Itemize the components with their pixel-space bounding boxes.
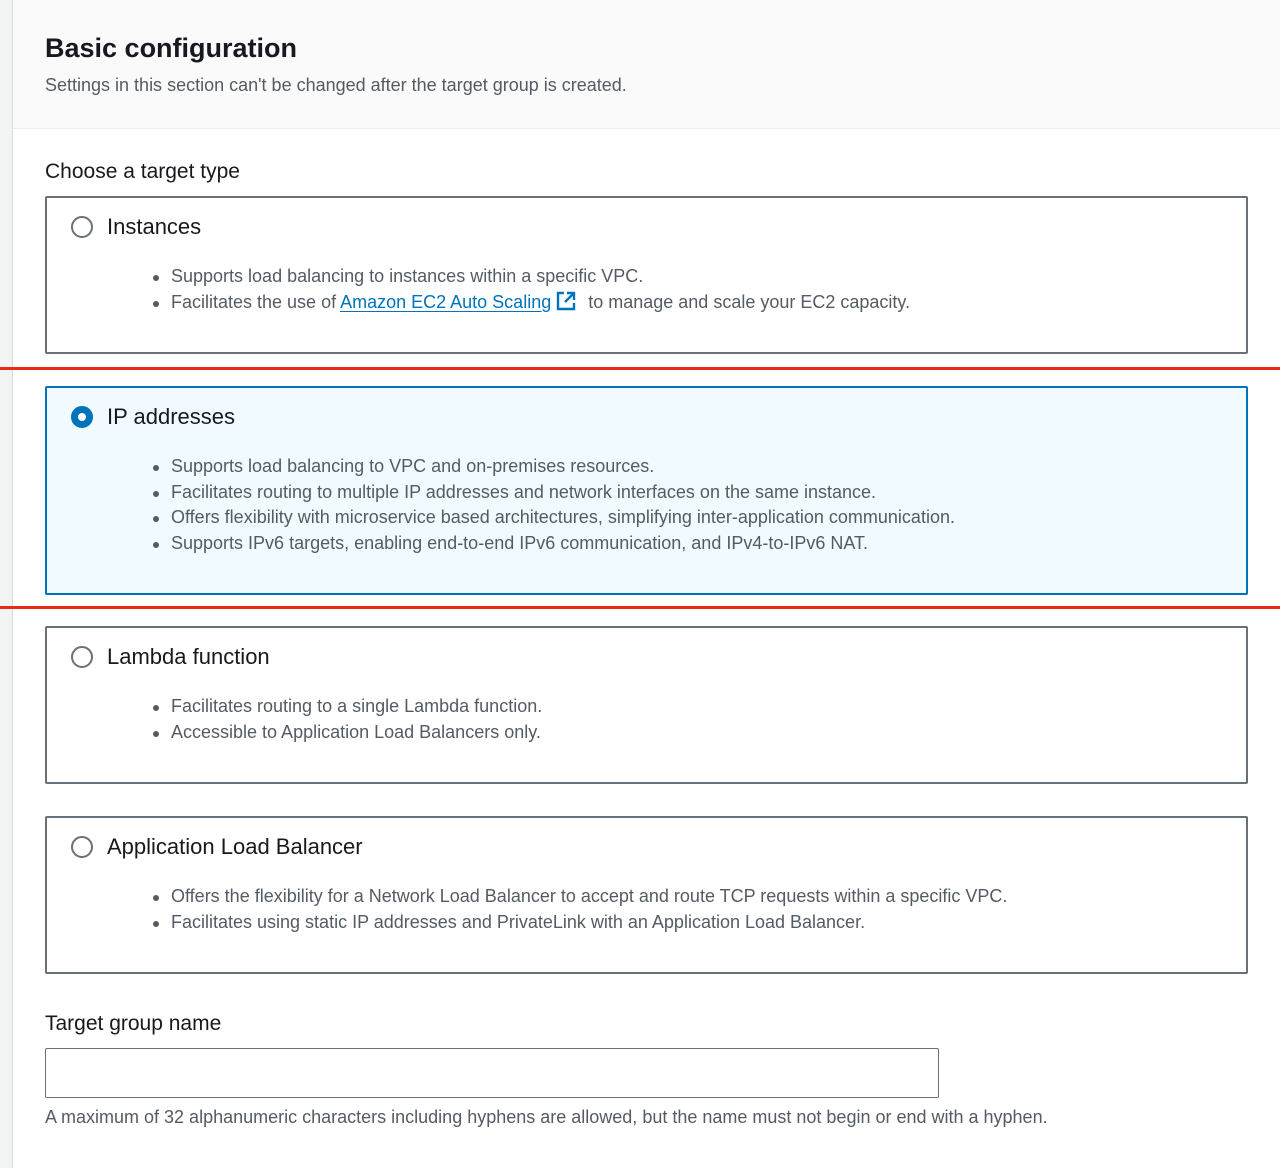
bullet-text: to manage and scale your EC2 capacity. — [583, 291, 911, 312]
option-bullets — [151, 694, 542, 745]
link-text: Amazon EC2 Auto Scaling — [340, 291, 552, 312]
option-title: Instances — [107, 214, 202, 239]
bullet-text: Supports load balancing to VPC and on-premises resources. — [171, 456, 655, 476]
target-type-option-lambda-function[interactable] — [45, 626, 1248, 784]
bullet-text: Supports load balancing to instances within a specific VPC. — [171, 266, 644, 286]
bullet-text: Accessible to Application Load Balancers only. — [171, 721, 541, 742]
target-group-name-label: Target group name — [45, 1012, 222, 1035]
ec2-auto-scaling-link[interactable] — [340, 292, 583, 312]
external-link-icon — [555, 290, 577, 312]
target-group-name-constraint: A maximum of 32 alphanumeric characters including hyphens are allowed, but the name must not begin or end with a hyphen. — [45, 1107, 1048, 1127]
option-title: IP addresses — [107, 404, 236, 429]
option-bullets — [151, 264, 910, 315]
bullet-dot-icon — [153, 491, 159, 497]
bullet-dot-icon — [153, 465, 159, 471]
bullet-item — [151, 264, 910, 290]
bullet-item — [151, 505, 955, 531]
bullet-item — [151, 910, 1007, 936]
bullet-text: Offers the flexibility for a Network Load Balancer to accept and route TCP requests within a specific VPC. — [171, 886, 1008, 906]
radio-instances[interactable] — [71, 216, 93, 238]
section-title: Basic configuration — [45, 33, 298, 63]
bullet-dot-icon — [153, 895, 159, 901]
bullet-dot-icon — [153, 301, 159, 307]
bullet-text: Facilitates routing to multiple IP addresses and network interfaces on the same instance. — [171, 481, 877, 502]
bullet-text: Facilitates routing to a single Lambda function. — [171, 696, 543, 716]
bullet-text: Facilitates the use of — [171, 291, 341, 312]
bullet-item — [151, 884, 1007, 910]
bullet-item — [151, 531, 955, 557]
bullet-text: Offers flexibility with microservice based architectures, simplifying inter-application communication. — [171, 507, 955, 527]
target-group-name-input[interactable] — [45, 1048, 939, 1098]
target-type-option-ip-addresses[interactable] — [45, 386, 1248, 595]
radio-ip-addresses[interactable] — [71, 406, 93, 428]
section-description: Settings in this section can't be changed after the target group is created. — [45, 75, 627, 95]
bullet-dot-icon — [153, 731, 159, 737]
bullet-text: Supports IPv6 targets, enabling end-to-end IPv6 communication, and IPv4-to-IPv6 NAT. — [171, 532, 869, 553]
bullet-item — [151, 480, 955, 506]
basic-configuration-panel — [12, 0, 1280, 1168]
highlight-line-bottom — [0, 606, 1280, 609]
option-title: Lambda function — [107, 644, 270, 669]
bullet-dot-icon — [153, 921, 159, 927]
target-type-option-instances[interactable] — [45, 196, 1248, 354]
bullet-text: Facilitates using static IP addresses and PrivateLink with an Application Load Balancer. — [171, 911, 866, 932]
bullet-dot-icon — [153, 275, 159, 281]
option-title: Application Load Balancer — [107, 834, 363, 859]
highlight-line-top — [0, 367, 1280, 370]
panel-header — [13, 0, 1280, 129]
bullet-item — [151, 454, 955, 480]
bullet-dot-icon — [153, 705, 159, 711]
bullet-item — [151, 290, 910, 316]
option-bullets — [151, 884, 1007, 935]
radio-application-load-balancer[interactable] — [71, 836, 93, 858]
bullet-item — [151, 720, 542, 746]
bullet-dot-icon — [153, 516, 159, 522]
radio-lambda-function[interactable] — [71, 646, 93, 668]
bullet-item — [151, 694, 542, 720]
option-bullets — [151, 454, 955, 556]
target-type-label: Choose a target type — [45, 160, 240, 183]
bullet-dot-icon — [153, 542, 159, 548]
target-type-option-application-load-balancer[interactable] — [45, 816, 1248, 974]
